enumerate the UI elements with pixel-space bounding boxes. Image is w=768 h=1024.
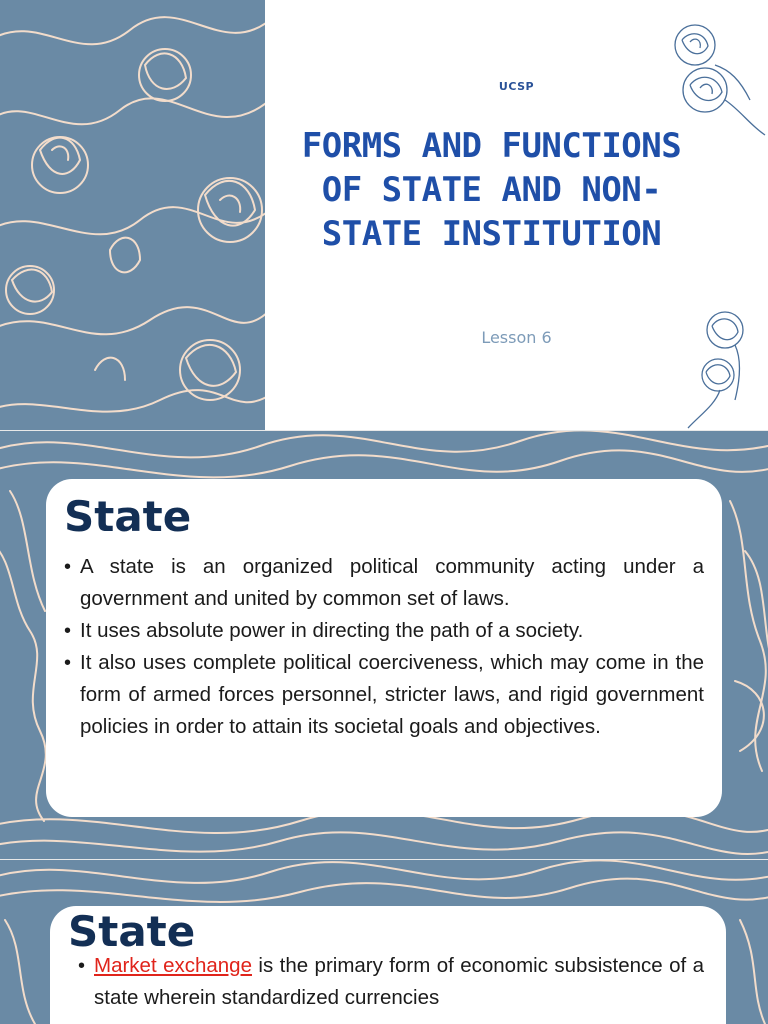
bullet-list xyxy=(78,950,704,1014)
deck-title: FORMS AND FUNCTIONS OF STATE AND NON-STATE INSTITUTION xyxy=(301,126,682,254)
bullet-item: • It also uses complete political coerciveness, which may come in the form of armed forces personnel, stricter laws, and rigid government policies in order to attain its societal goals and objectives. xyxy=(64,647,704,743)
content-card xyxy=(46,479,722,817)
flower-sketch-icon xyxy=(680,300,768,431)
bullet-item: • It uses absolute power in directing the path of a society. xyxy=(64,615,704,647)
slide-heading: State xyxy=(68,907,196,956)
bullet-list xyxy=(64,551,704,743)
lesson-label: Lesson 6 xyxy=(481,328,552,347)
bullet-item: • A state is an organized political community acting under a government and united by common set of laws. xyxy=(64,551,704,615)
content-card xyxy=(50,906,726,1024)
slide-heading: State xyxy=(64,492,192,541)
floral-pattern-icon xyxy=(0,0,265,431)
floral-pattern-panel xyxy=(0,0,265,431)
bullet-text: is the primary form of economic subsistence of a state wherein standardized currencies xyxy=(94,954,704,1009)
state-slide-2 xyxy=(0,860,768,1024)
rose-sketch-icon xyxy=(660,10,768,140)
course-tag: UCSP xyxy=(498,80,535,93)
bullet-item xyxy=(78,950,704,1014)
market-exchange-link[interactable]: Market exchange xyxy=(94,954,252,977)
title-slide xyxy=(0,0,768,431)
state-slide xyxy=(0,431,768,860)
